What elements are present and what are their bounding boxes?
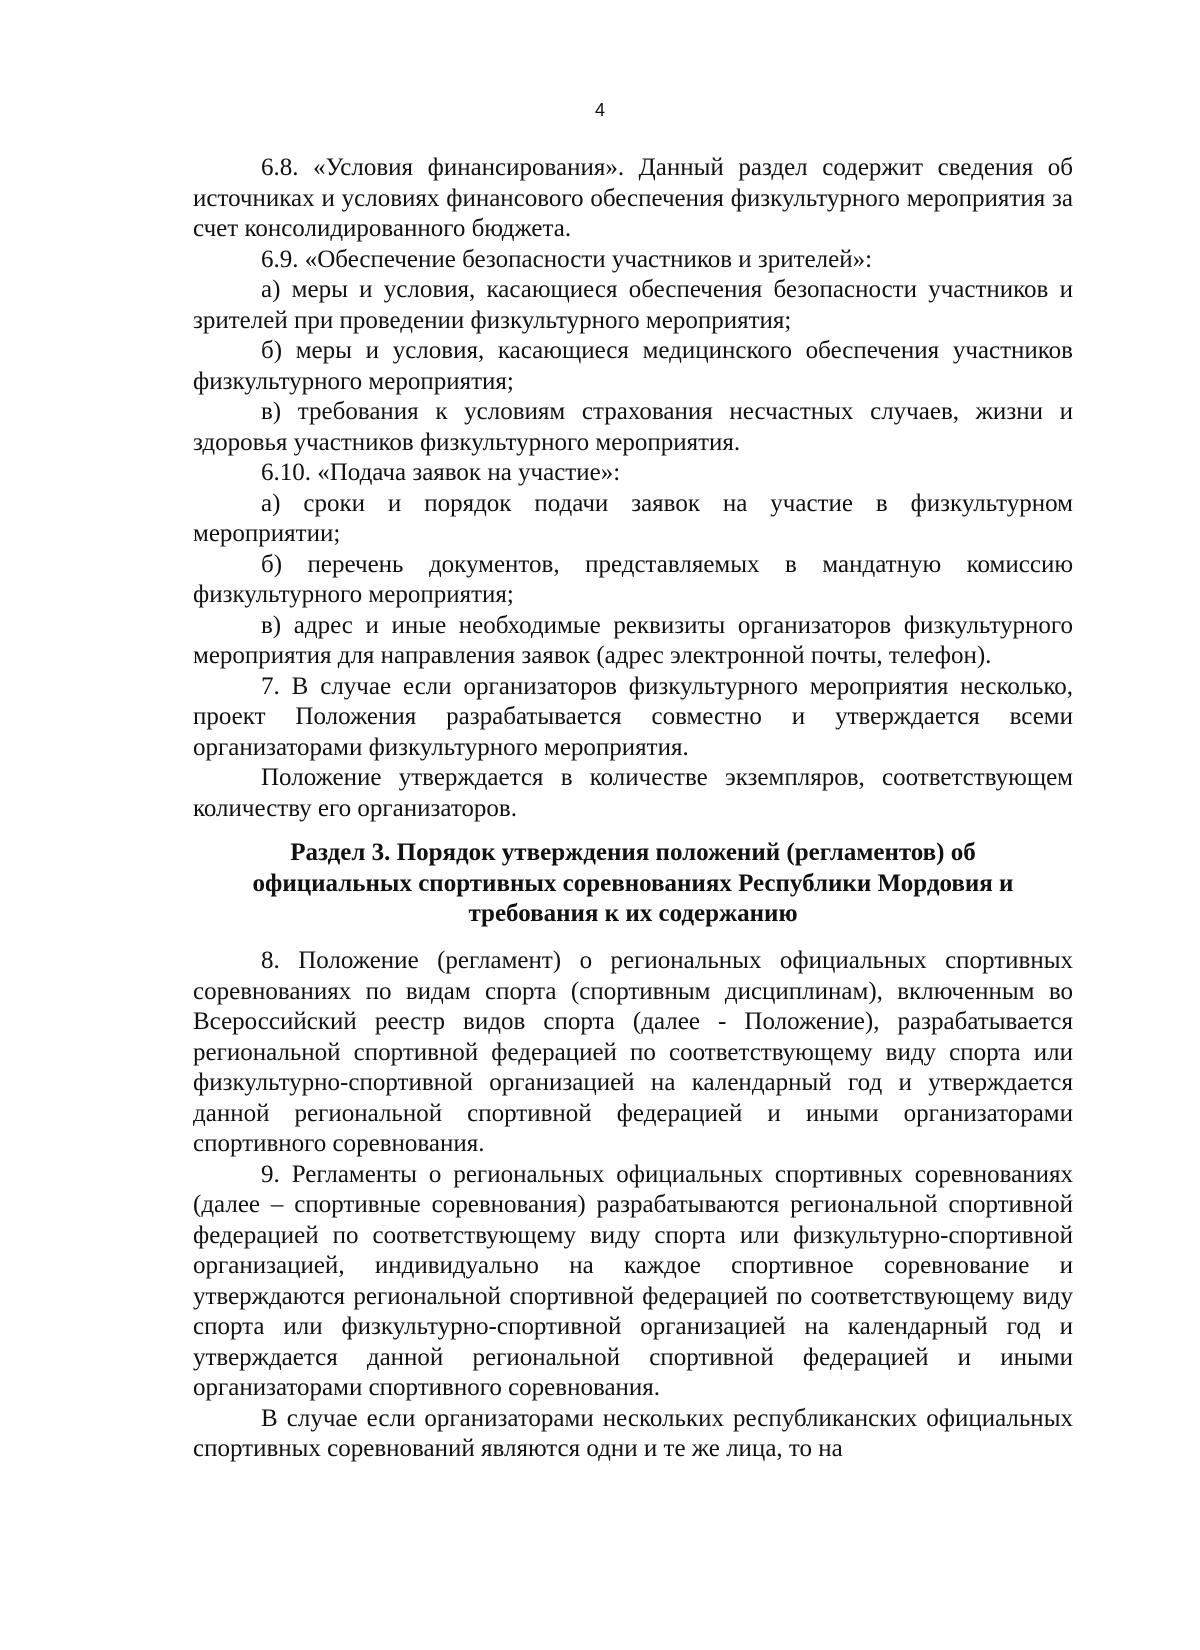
paragraph: 7. В случае если организаторов физкультурного мероприятия несколько, проект Положения разрабатывается совместно и утверждается всеми организаторами физкультурного мероприятия.	[193, 672, 1073, 761]
paragraph: в) адрес и иные необходимые реквизиты организаторов физкультурного мероприятия для направления заявок (адрес электронной почты, телефон).	[193, 611, 1073, 669]
paragraph: а) сроки и порядок подачи заявок на участие в физкультурном мероприятии;	[193, 489, 1073, 547]
paragraph: в) требования к условиям страхования несчастных случаев, жизни и здоровья участников физкультурного мероприятия.	[193, 398, 1073, 456]
paragraph: 8. Положение (регламент) о региональных официальных спортивных соревнованиях по видам спорта (спортивным дисциплинам), включенным во Всероссийский реестр видов спорта (далее - Положение), разрабатывается региональной спортивной федерацией по соответствующему виду спорта или физкультурно-спортивной организацией на календарный год и утверждается данной региональной спортивной федерацией и иными организаторами спортивного соревнования.	[193, 947, 1073, 1157]
paragraph: Положение утверждается в количестве экземпляров, соответствующем количеству его организаторов.	[193, 764, 1073, 822]
paragraph: 9. Регламенты о региональных официальных спортивных соревнованиях (далее – спортивные соревнования) разрабатываются региональной спортивной федерацией по соответствующему виду спорта или физкультурно-спортивной организацией, индивидуально на каждое спортивное соревнование и утверждаются региональной спортивной федерацией по соответствующему виду спорта или физкультурно-спортивной организацией на календарный год и утверждается данной региональной спортивной федерацией и иными организаторами спортивного соревнования.	[193, 1160, 1073, 1401]
bottom-text-block	[193, 946, 1073, 1465]
paragraph: а) меры и условия, касающиеся обеспечения безопасности участников и зрителей при проведении физкультурного мероприятия;	[193, 276, 1073, 334]
paragraph: 6.9. «Обеспечение безопасности участников и зрителей»:	[261, 245, 873, 273]
heading-line: Раздел 3. Порядок утверждения положений (регламентов) об	[290, 839, 976, 866]
top-text-block	[193, 153, 1073, 824]
heading-line: требования к их содержанию	[468, 900, 798, 927]
paragraph: б) перечень документов, представляемых в мандатную комиссию физкультурного мероприятия;	[193, 550, 1073, 608]
section-heading	[193, 838, 1073, 930]
page-number: 4	[594, 100, 605, 120]
paragraph: 6.8. «Условия финансирования». Данный раздел содержит сведения об источниках и условиях финансового обеспечения физкультурного мероприятия за счет консолидированного бюджета.	[193, 154, 1073, 242]
paragraph: 6.10. «Подача заявок на участие»:	[261, 459, 621, 486]
paragraph: б) меры и условия, касающиеся медицинского обеспечения участников физкультурного мероприятия;	[193, 337, 1073, 395]
heading-line: официальных спортивных соревнованиях Республики Мордовия и	[252, 869, 1014, 897]
paragraph: В случае если организаторами нескольких республиканских официальных спортивных соревнований являются одни и те же лица, то на	[193, 1404, 1073, 1462]
